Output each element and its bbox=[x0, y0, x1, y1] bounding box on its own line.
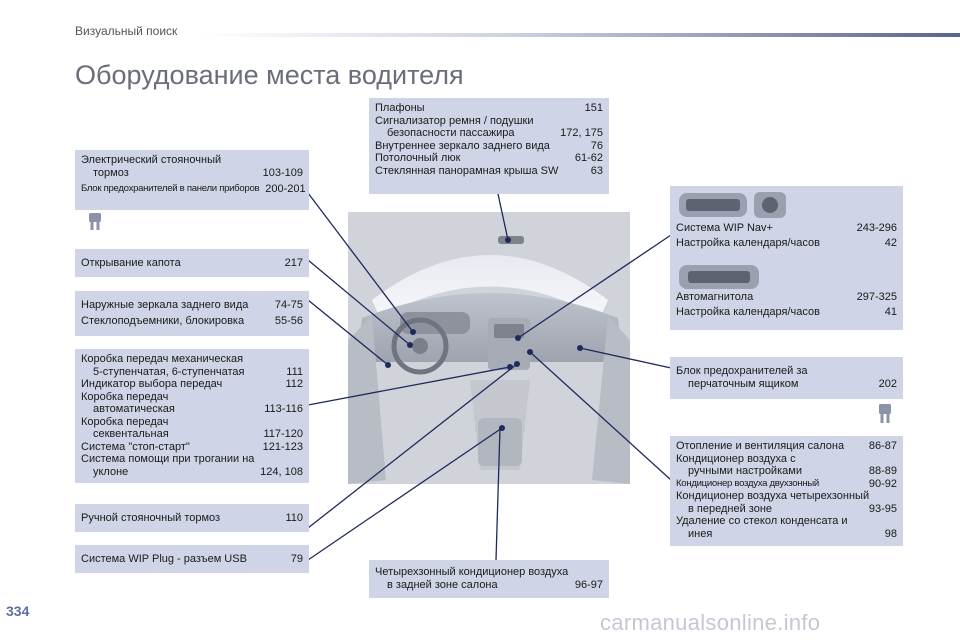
list-item: Четырехзонный кондиционер воздуха bbox=[375, 566, 569, 578]
watermark: carmanualsonline.info bbox=[600, 610, 821, 635]
nav-radio-icon bbox=[678, 190, 748, 220]
list-item: Система "стоп-старт" 121-123 bbox=[81, 440, 303, 453]
page-title: Оборудование места водителя bbox=[75, 60, 464, 90]
list-item: Ручной стояночный тормоз 110 bbox=[81, 512, 303, 524]
box-parking-brake bbox=[75, 150, 309, 210]
list-item: Открывание капота 217 bbox=[81, 257, 303, 269]
list-item: Коробка передач bbox=[81, 415, 169, 428]
list-item: Кондиционер воздуха четырехзонный bbox=[676, 490, 870, 502]
box-rear-ac bbox=[369, 560, 609, 598]
list-item: 5-ступенчатая, 6-ступенчатая 111 bbox=[93, 365, 303, 378]
list-item: секвентальная 117-120 bbox=[93, 428, 303, 440]
fuse-icon bbox=[88, 213, 102, 231]
box-bonnet bbox=[75, 249, 309, 277]
list-item: Настройка календаря/часов 41 bbox=[676, 305, 897, 318]
radio-icon bbox=[678, 263, 760, 291]
list-item: автоматическая 113-116 bbox=[93, 403, 303, 415]
section-header: Визуальный поиск bbox=[75, 24, 178, 38]
box-climate bbox=[670, 436, 903, 546]
page-number: 334 bbox=[6, 603, 30, 619]
list-item: Блок предохранителей в панели приборов 200-201 bbox=[81, 183, 306, 195]
list-item: Настройка календаря/часов 42 bbox=[676, 236, 897, 249]
list-item: Стеклянная панорамная крыша SW 63 bbox=[375, 164, 603, 177]
list-item: Электрический стояночный bbox=[81, 154, 222, 166]
list-item: Блок предохранителей за bbox=[676, 365, 808, 377]
list-item: Кондиционер воздуха с bbox=[676, 452, 796, 465]
list-item: перчаточным ящиком 202 bbox=[688, 377, 897, 390]
box-mirrors bbox=[75, 291, 309, 336]
list-item: Автомагнитола 297-325 bbox=[676, 291, 897, 303]
list-item: ручными настройками 88-89 bbox=[688, 465, 897, 477]
list-item: Отопление и вентиляция салона 86-87 bbox=[676, 440, 897, 452]
list-item: Кондиционер воздуха двухзонный 90-92 bbox=[676, 477, 897, 490]
list-item: Потолочный люк 61-62 bbox=[375, 152, 603, 164]
fuse-icon bbox=[878, 404, 892, 424]
list-item: в передней зоне 93-95 bbox=[688, 502, 897, 515]
box-handbrake bbox=[75, 504, 309, 532]
list-item: безопасности пассажира 172, 175 bbox=[387, 127, 603, 139]
list-item: Сигнализатор ремня / подушки bbox=[375, 114, 534, 127]
nav-control-icon bbox=[752, 190, 788, 220]
list-item: Плафоны 151 bbox=[375, 102, 603, 114]
box-glovebox-fuses bbox=[670, 357, 903, 399]
list-item: Наружные зеркала заднего вида 74-75 bbox=[81, 299, 303, 311]
list-item: тормоз 103-109 bbox=[93, 166, 303, 179]
list-item: в задней зоне салона 96-97 bbox=[387, 578, 603, 591]
list-item: Внутреннее зеркало заднего вида 76 bbox=[375, 139, 603, 152]
list-item: Коробка передач bbox=[81, 390, 169, 403]
list-item: Система помощи при трогании на bbox=[81, 453, 255, 465]
list-item: Система WIP Nav+ 243-296 bbox=[676, 222, 897, 234]
list-item: Система WIP Plug - разъем USB 79 bbox=[81, 553, 303, 565]
list-item: Стеклоподъемники, блокировка 55-56 bbox=[81, 314, 303, 327]
box-wip-plug bbox=[75, 545, 309, 573]
list-item: уклоне 124, 108 bbox=[93, 465, 303, 478]
list-item: Удаление со стекол конденсата и bbox=[676, 515, 848, 527]
box-gearbox bbox=[75, 349, 309, 483]
list-item: инея 98 bbox=[688, 527, 897, 540]
list-item: Индикатор выбора передач 112 bbox=[81, 378, 303, 390]
box-ceiling bbox=[369, 98, 609, 194]
list-item: Коробка передач механическая bbox=[81, 353, 244, 365]
